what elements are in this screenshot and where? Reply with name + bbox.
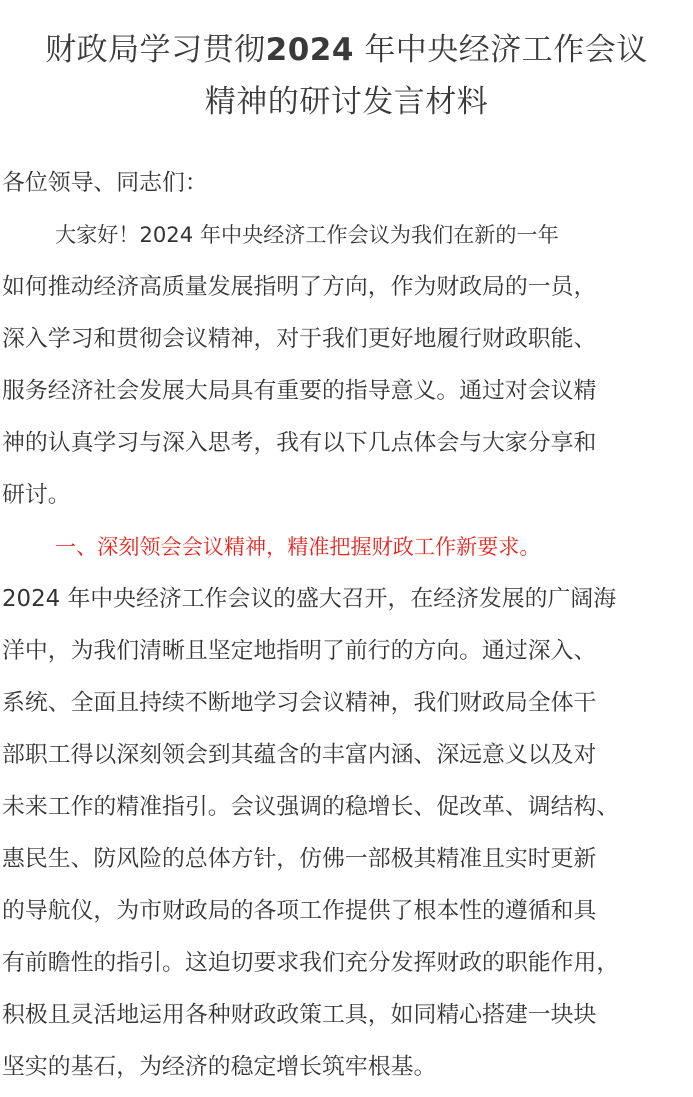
title-text-b: 年中央经济工作会议: [364, 32, 648, 68]
intro-line-5: 神的认真学习与深入思考，我有以下几点体会与大家分享和: [2, 430, 597, 456]
intro-line-3: 深入学习和贯彻会议精神，对于我们更好地履行财政职能、: [2, 326, 597, 352]
intro-line-2: 如何推动经济高质量发展指明了方向，作为财政局的一员，: [2, 274, 597, 300]
title-year: 2024: [265, 32, 354, 68]
intro-line-6: 研讨。: [2, 482, 71, 508]
title-line-1: [45, 32, 648, 68]
greeting: 各位领导、同志们：: [2, 170, 208, 196]
section-1-line-7: 的导航仪，为市财政局的各项工作提供了根本性的遵循和具: [2, 898, 597, 924]
section-1-heading: 一、深刻领会会议精神，精准把握财政工作新要求。: [55, 534, 541, 559]
intro-line-1: 大家好！2024 年中央经济工作会议为我们在新的一年: [55, 222, 559, 247]
section-1-line-4: 部职工得以深刻领会到其蕴含的丰富内涵、深远意义以及对: [2, 742, 597, 768]
section-1-line-6: 惠民生、防风险的总体方针，仿佛一部极其精准且实时更新: [2, 846, 597, 872]
section-1-line-3: 系统、全面且持续不断地学习会议精神，我们财政局全体干: [2, 690, 597, 716]
document-title: [0, 24, 693, 128]
section-1-line-10: 坚实的基石，为经济的稳定增长筑牢根基。: [2, 1054, 437, 1080]
section-1-line-5: 未来工作的精准指引。会议强调的稳增长、促改革、调结构、: [2, 794, 620, 820]
section-1-line-1: 2024 年中央经济工作会议的盛大召开，在经济发展的广阔海: [2, 586, 617, 612]
intro-line-4: 服务经济社会发展大局具有重要的指导意义。通过对会议精: [2, 378, 597, 404]
section-1-line-8: 有前瞻性的指引。这迫切要求我们充分发挥财政的职能作用，: [2, 950, 620, 976]
section-1-line-9: 积极且灵活地运用各种财政政策工具，如同精心搭建一块块: [2, 1002, 597, 1028]
title-line-2: 精神的研讨发言材料: [204, 84, 489, 120]
section-1-line-2: 洋中，为我们清晰且坚定地指明了前行的方向。通过深入、: [2, 638, 597, 664]
title-text-a: 财政局学习贯彻: [45, 32, 266, 68]
